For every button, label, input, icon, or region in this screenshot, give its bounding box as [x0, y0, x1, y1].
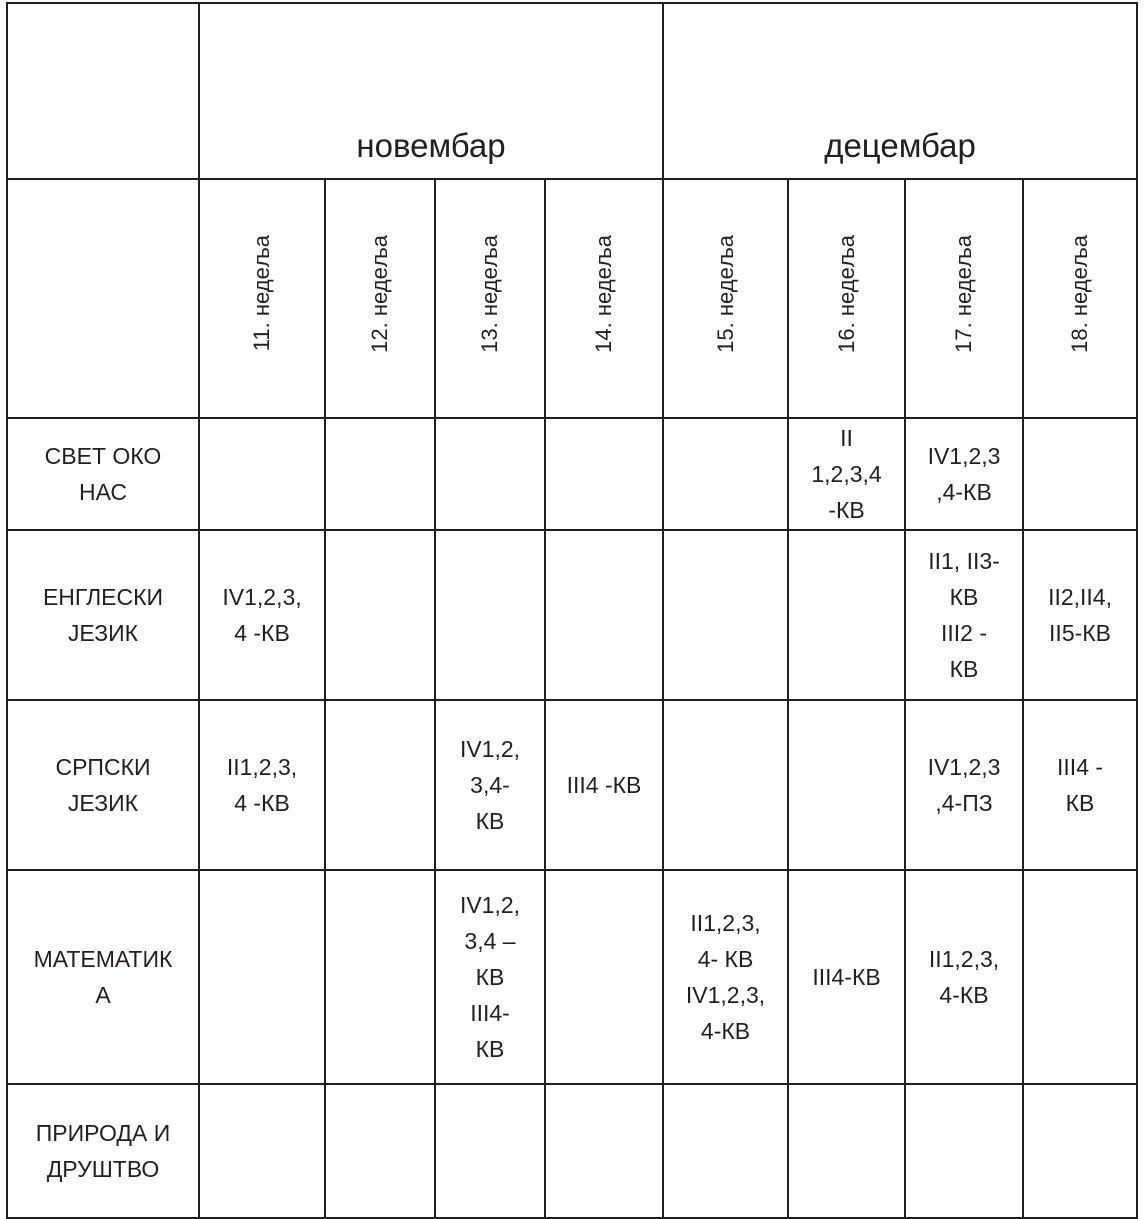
- test-schedule-table: [6, 2, 1138, 1219]
- week-label: 17. недеља: [951, 234, 977, 353]
- week-14-header: [545, 179, 663, 418]
- schedule-cell: II2,II4, II5-КВ: [1023, 530, 1137, 700]
- schedule-cell: II 1,2,3,4 -КВ: [788, 418, 905, 530]
- schedule-cell: [435, 1084, 545, 1218]
- schedule-cell: III4 - КВ: [1023, 700, 1137, 870]
- schedule-cell: III4-КВ: [788, 870, 905, 1084]
- subject-name: МАТЕМАТИК А: [33, 946, 173, 1008]
- week-header-row: [7, 179, 1137, 418]
- week-15-header: [663, 179, 788, 418]
- subject-label: [7, 1084, 199, 1218]
- schedule-cell: III4 -КВ: [545, 700, 663, 870]
- schedule-cell: IV1,2,3 ,4-ПЗ: [905, 700, 1023, 870]
- subject-row-matematika: [7, 870, 1137, 1084]
- subject-row-srpski-jezik: [7, 700, 1137, 870]
- week-label: 18. недеља: [1067, 234, 1093, 353]
- schedule-cell: [199, 1084, 325, 1218]
- schedule-cell: IV1,2, 3,4 – КВ III4- КВ: [435, 870, 545, 1084]
- schedule-cell: II1,2,3, 4 -КВ: [199, 700, 325, 870]
- week-label: 12. недеља: [367, 234, 392, 353]
- schedule-cell: [788, 1084, 905, 1218]
- week-label: 15. недеља: [712, 234, 738, 353]
- schedule-cell: II1,2,3, 4- КВ IV1,2,3, 4-КВ: [663, 870, 788, 1084]
- schedule-cell: [199, 870, 325, 1084]
- subject-row-svet-oko-nas: [7, 418, 1137, 530]
- subject-label: [7, 870, 199, 1084]
- schedule-cell: II1,2,3, 4-КВ: [905, 870, 1023, 1084]
- schedule-cell: IV1,2,3 ,4-КВ: [905, 418, 1023, 530]
- schedule-cell: [435, 530, 545, 700]
- week-17-header: [905, 179, 1023, 418]
- week-corner-cell: [7, 179, 199, 418]
- subject-name: ЕНГЛЕСКИ ЈЕЗИК: [42, 584, 164, 646]
- subject-row-engleski-jezik: [7, 530, 1137, 700]
- schedule-cell: [905, 1084, 1023, 1218]
- schedule-cell: [788, 530, 905, 700]
- schedule-cell: [545, 418, 663, 530]
- schedule-cell: [663, 1084, 788, 1218]
- schedule-cell: [663, 700, 788, 870]
- subject-name: СРПСКИ ЈЕЗИК: [55, 754, 151, 816]
- schedule-cell: [325, 530, 435, 700]
- schedule-cell: [545, 870, 663, 1084]
- month-header-row: [7, 3, 1137, 179]
- subject-name: СВЕТ ОКО НАС: [44, 443, 162, 505]
- schedule-cell: [788, 700, 905, 870]
- week-13-header: [435, 179, 545, 418]
- subject-label: [7, 700, 199, 870]
- week-label: 14. недеља: [591, 234, 616, 353]
- schedule-cell: [199, 418, 325, 530]
- week-label: 16. недеља: [833, 234, 859, 353]
- schedule-cell: [1023, 418, 1137, 530]
- week-18-header: [1023, 179, 1137, 418]
- schedule-cell: [325, 700, 435, 870]
- schedule-cell: [1023, 870, 1137, 1084]
- schedule-cell: [545, 1084, 663, 1218]
- schedule-cell: II1, II3- КВ III2 - КВ: [905, 530, 1023, 700]
- subject-label: [7, 530, 199, 700]
- subject-name: ПРИРОДА И ДРУШТВО: [35, 1120, 171, 1182]
- schedule-cell: [663, 530, 788, 700]
- schedule-cell: IV1,2,3, 4 -КВ: [199, 530, 325, 700]
- week-16-header: [788, 179, 905, 418]
- subject-label: [7, 418, 199, 530]
- schedule-cell: [663, 418, 788, 530]
- schedule-cell: [1023, 1084, 1137, 1218]
- subject-row-priroda-i-drustvo: [7, 1084, 1137, 1218]
- schedule-cell: [325, 1084, 435, 1218]
- schedule-cell: [325, 418, 435, 530]
- corner-cell: [7, 3, 199, 179]
- week-12-header: [325, 179, 435, 418]
- schedule-cell: [435, 418, 545, 530]
- week-label: 13. недеља: [477, 234, 502, 353]
- month-december: децембар: [663, 3, 1137, 179]
- month-november: новембар: [199, 3, 663, 179]
- week-label: 11. недеља: [249, 235, 274, 352]
- schedule-cell: [545, 530, 663, 700]
- schedule-cell: IV1,2, 3,4- КВ: [435, 700, 545, 870]
- schedule-cell: [325, 870, 435, 1084]
- week-11-header: [199, 179, 325, 418]
